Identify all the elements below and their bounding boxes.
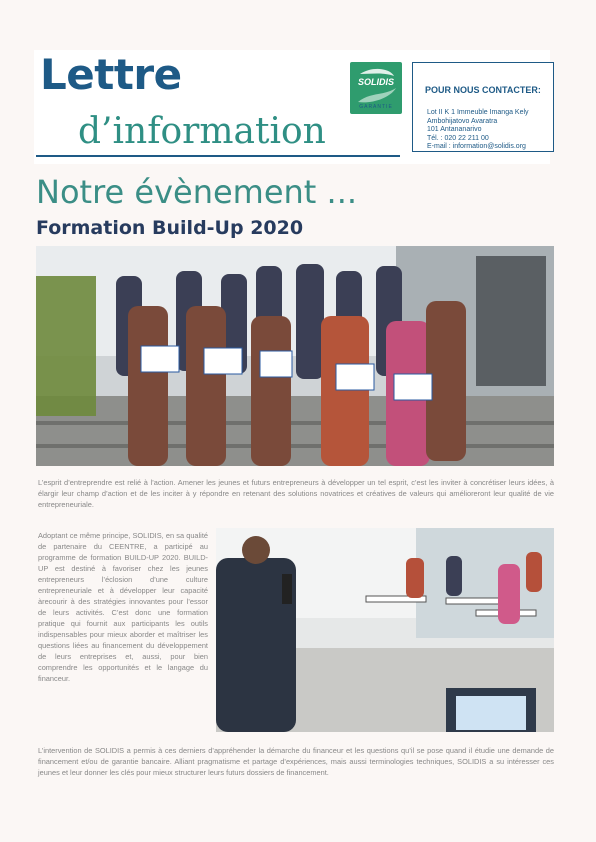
paragraph-conclusion: L’intervention de SOLIDIS a permis à ces derniers d’appréhender la démarche du financeur et les questions qu’il se pose quand il étudie une demande de financement et/ou de garantie bancaire. Alliant pragmatisme et partage d’expériences, mais aussi terminologies techniques, SOLIDIS a su intéresser ces jeunes et leur donner les clés pour mieux structurer leurs futurs dossiers de financement. — [38, 746, 554, 777]
contact-box — [412, 62, 554, 152]
event-title: Formation Build-Up 2020 — [36, 217, 304, 239]
logo-subtitle: GARANTIE — [359, 104, 393, 110]
contact-details — [427, 109, 529, 152]
contact-address-line: Ambohijatovo Avaratra — [427, 117, 498, 125]
newsletter-title-lettre: Lettre — [40, 50, 182, 99]
group-photo — [36, 246, 554, 466]
contact-title: POUR NOUS CONTACTER: — [425, 85, 541, 95]
paragraph-intro: L’esprit d’entreprendre est relié à l’action. Amener les jeunes et futurs entrepreneurs à développer un tel esprit, c’est les inviter à concrétiser leurs idées, à élargir leur champ d’action et de les inciter à y répondre en retenant des solutions novatrices et créatives de valeurs qui amélioreront leur qualité de vie entrepreneuriale. — [38, 478, 554, 509]
training-photo — [216, 528, 554, 732]
contact-phone: Tél. : 020 22 211 00 — [427, 134, 489, 142]
logo-name: SOLIDIS — [357, 77, 394, 87]
contact-address-line: Lot II K 1 Immeuble Imanga Kely — [427, 109, 529, 116]
section-heading: Notre évènement ... — [36, 173, 358, 211]
title-divider — [36, 155, 400, 157]
newsletter-title-information: d’information — [78, 111, 326, 152]
contact-email[interactable]: E-mail : information@solidis.org — [427, 143, 526, 151]
contact-address-line: 101 Antananarivo — [427, 126, 482, 134]
paragraph-solidis-participation: Adoptant ce même principe, SOLIDIS, en sa qualité de partenaire du CEENTRE, a participé au programme de formation BUILD-UP 2020. BUILD-UP est destiné à favoriser chez les jeunes entrepreneurs l’éclosion d’une culture entrepreneuriale et à développer leur capacité àrecourir à des stratégies innovantes pour l’essor de leurs activités. C’est donc une formation pratique qui fournit aux participants les outils indispensables pour mieux aborder et maîtriser les questions liées au financement du développement de leurs entreprises et, aussi, pour bien comprendre les opportunités et le langage du financeur. — [38, 531, 208, 683]
